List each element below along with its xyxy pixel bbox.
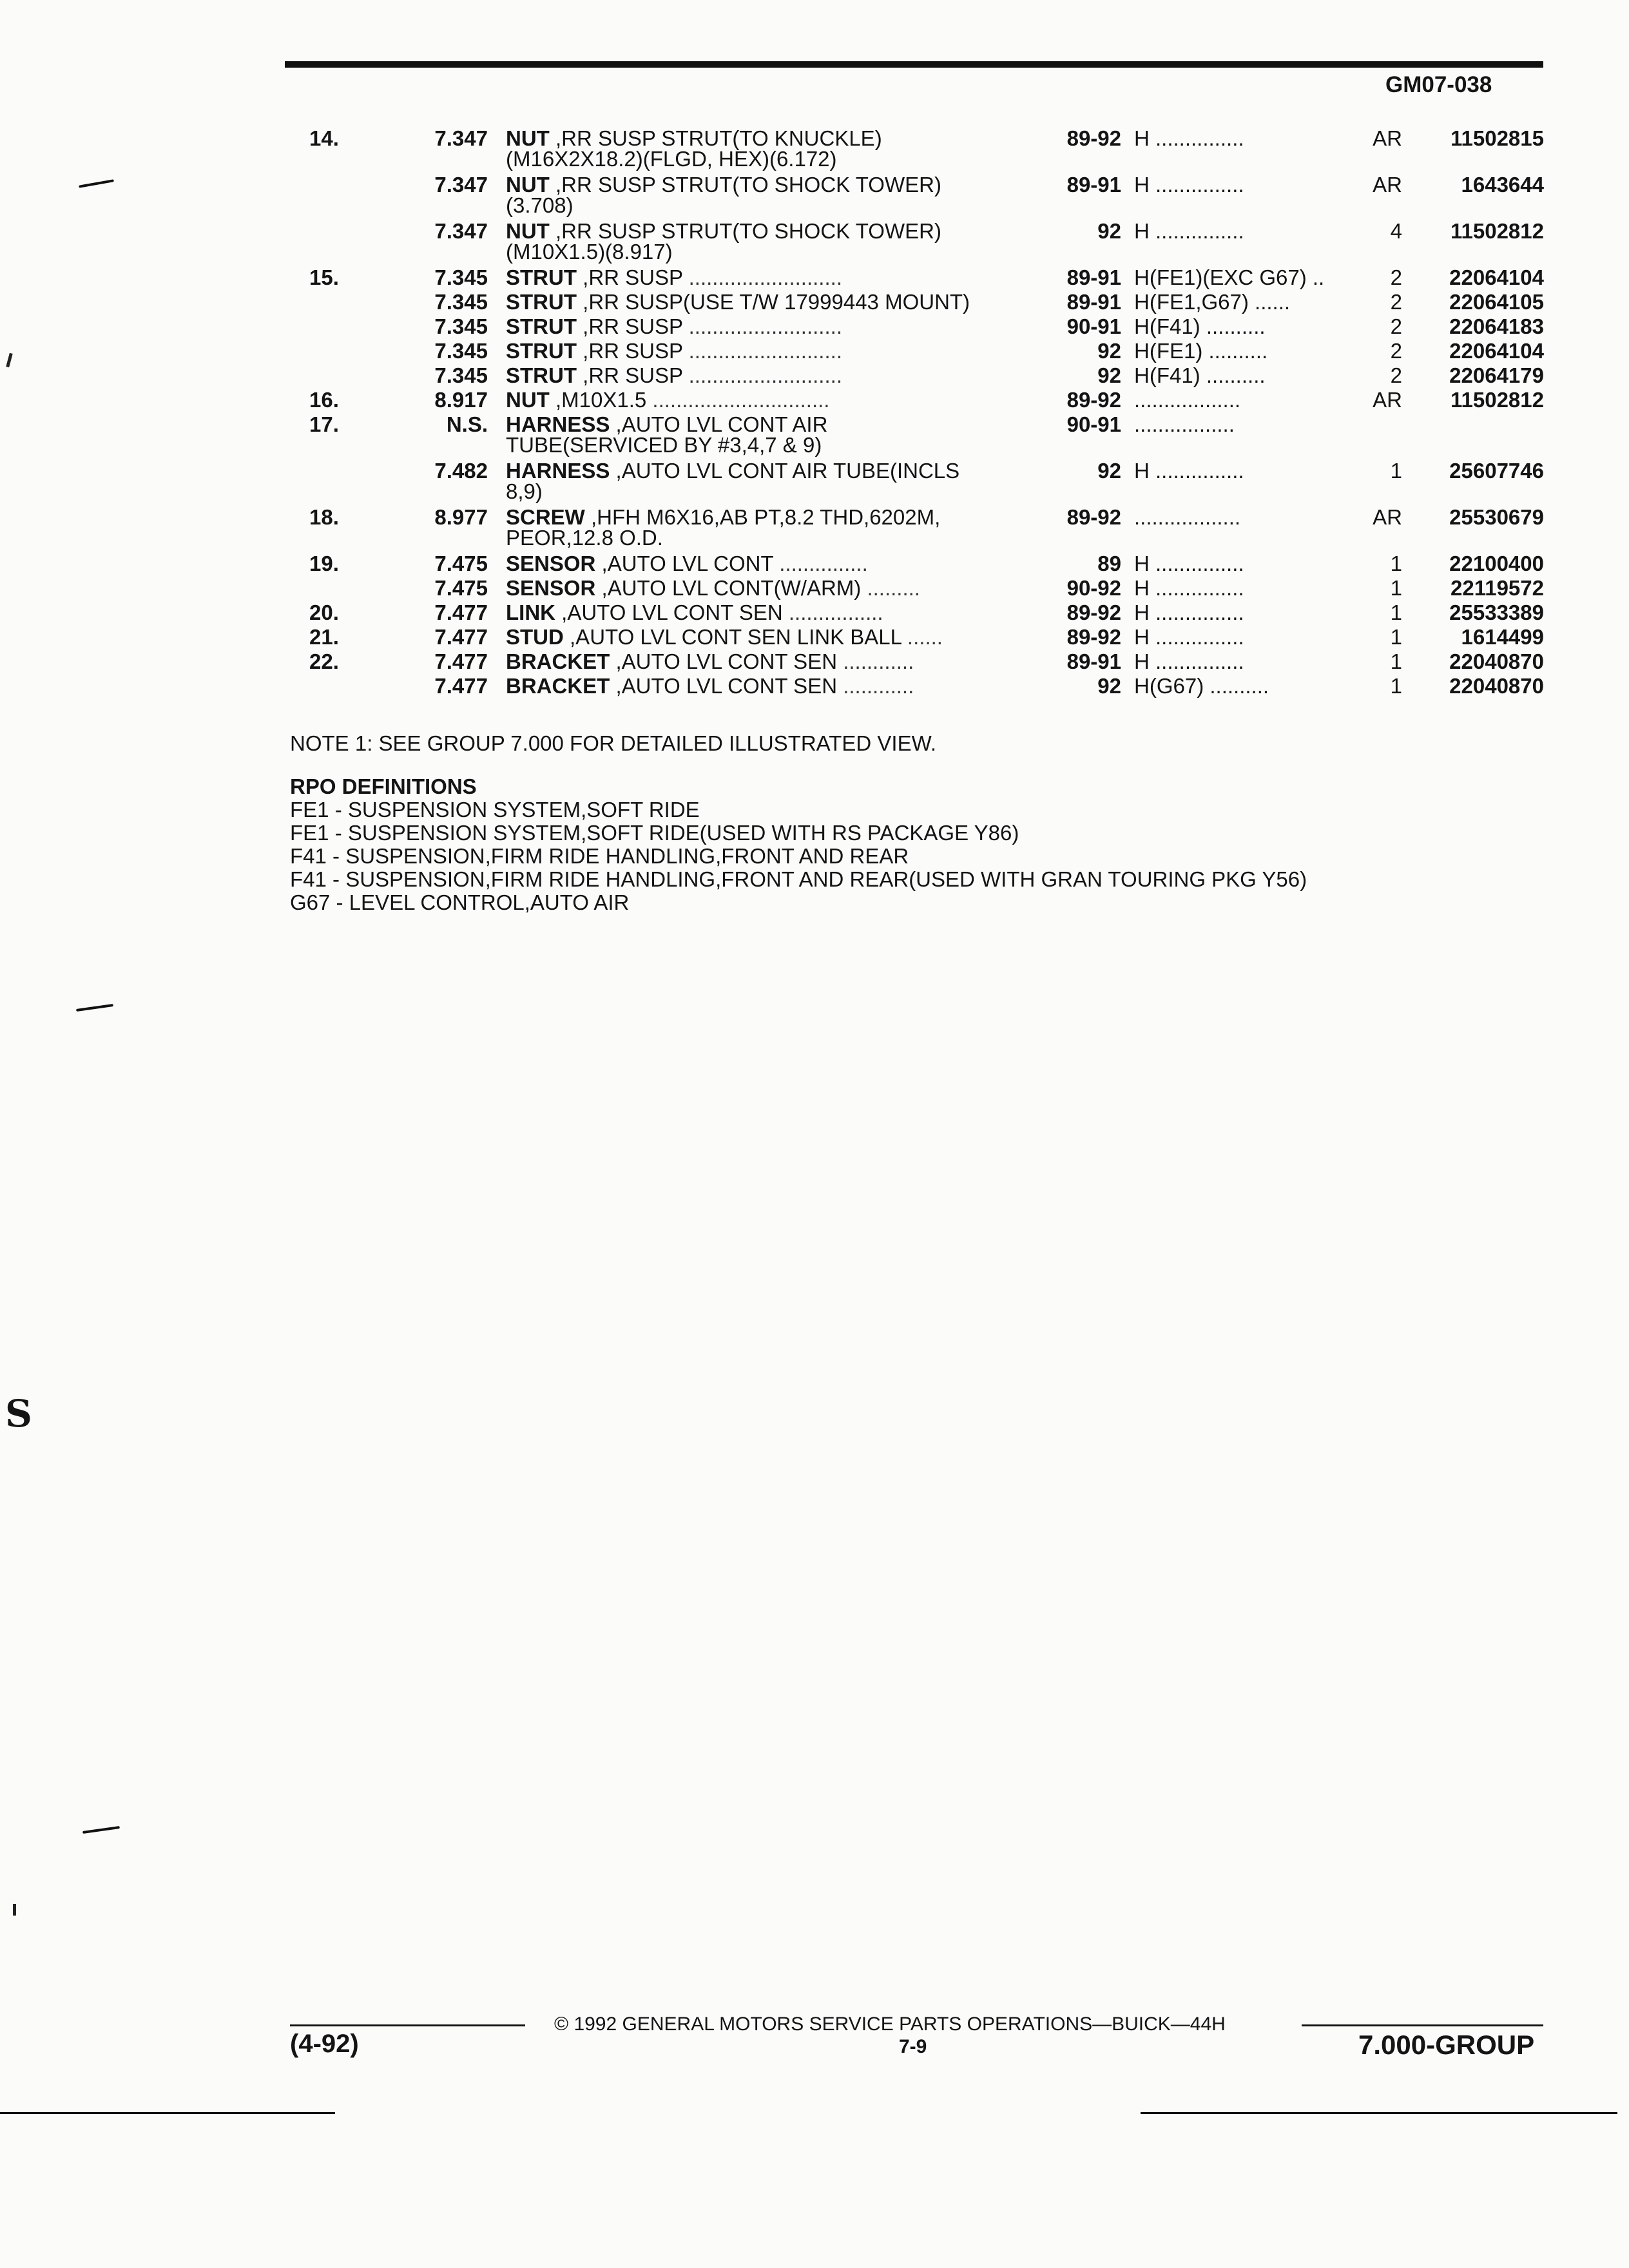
part-detail: ,AUTO LVL CONT SEN — [610, 649, 838, 673]
part-description — [506, 314, 1044, 340]
part-detail: ,M10X1.5 — [549, 388, 647, 412]
part-description — [506, 649, 1044, 675]
footer-rule-right — [1302, 2024, 1543, 2026]
part-description — [506, 265, 1044, 291]
margin-letter: S — [5, 1392, 32, 1436]
part-detail: ,AUTO LVL CONT — [595, 552, 774, 575]
quantity: 2 — [1390, 290, 1402, 314]
usage-code: H(FE1) .......... — [1134, 339, 1268, 363]
rpo-line: F41 - SUSPENSION,FIRM RIDE HANDLING,FRONT AND REAR(USED WITH GRAN TOURING PKG Y56) — [290, 867, 1307, 891]
quantity: 1 — [1390, 576, 1402, 600]
part-detail: ,RR SUSP STRUT(TO SHOCK TOWER) — [549, 173, 941, 197]
table-row — [0, 649, 1629, 675]
group-number: 7.347 — [434, 173, 488, 197]
table-row — [0, 673, 1629, 699]
usage-code: H ............... — [1134, 601, 1244, 624]
quantity: 1 — [1390, 601, 1402, 624]
group-number: N.S. — [446, 412, 488, 436]
quantity: AR — [1373, 126, 1402, 150]
table-row — [0, 624, 1629, 650]
table-row — [0, 363, 1629, 389]
model-years: 89-92 — [1066, 388, 1121, 412]
description-continuation — [0, 434, 1629, 457]
part-detail: ,AUTO LVL CONT SEN — [610, 674, 838, 698]
part-name: BRACKET — [506, 674, 610, 698]
part-name: STRUT — [506, 339, 577, 363]
part-number: 22100400 — [1449, 552, 1544, 575]
usage-code: H ............... — [1134, 625, 1244, 649]
part-detail: ,AUTO LVL CONT AIR — [610, 412, 828, 436]
leader-dots: .......................... — [682, 363, 842, 387]
item-number: 22. — [309, 649, 339, 673]
note-text: NOTE 1: SEE GROUP 7.000 FOR DETAILED ILLUSTRATED VIEW. — [290, 731, 937, 755]
description-continuation — [0, 148, 1629, 171]
part-detail: ,HFH M6X16,AB PT,8.2 THD,6202M, — [584, 505, 941, 529]
part-name: STRUT — [506, 363, 577, 387]
part-name: STUD — [506, 625, 564, 649]
group-number: 7.345 — [434, 363, 488, 387]
quantity: AR — [1373, 388, 1402, 412]
item-number: 20. — [309, 601, 339, 624]
part-name: SENSOR — [506, 552, 596, 575]
part-name: STRUT — [506, 290, 577, 314]
part-name: SCREW — [506, 505, 585, 529]
part-number: 11502815 — [1450, 126, 1544, 150]
group-number: 7.345 — [434, 314, 488, 338]
part-name: NUT — [506, 219, 550, 243]
margin-mark — [82, 1826, 120, 1834]
leader-dots: ............... — [773, 552, 868, 575]
continuation-text: (M10X1.5)(8.917) — [506, 240, 673, 264]
part-detail: ,RR SUSP — [577, 314, 683, 338]
item-number: 19. — [309, 552, 339, 575]
leader-dots: .......................... — [682, 314, 842, 338]
part-number: 22064183 — [1449, 314, 1544, 338]
group-number: 7.345 — [434, 265, 488, 289]
group-number: 7.477 — [434, 625, 488, 649]
group-number: 7.477 — [434, 674, 488, 698]
part-number: 22119572 — [1450, 576, 1544, 600]
quantity: 4 — [1390, 219, 1402, 243]
model-years: 92 — [1097, 674, 1121, 698]
model-years: 89-91 — [1066, 290, 1121, 314]
scan-edge-line — [0, 2112, 335, 2114]
group-number: 7.477 — [434, 649, 488, 673]
part-name: STRUT — [506, 265, 577, 289]
item-number: 21. — [309, 625, 339, 649]
part-name: STRUT — [506, 314, 577, 338]
model-years: 92 — [1097, 459, 1121, 483]
part-description — [506, 673, 1044, 699]
quantity: 1 — [1390, 649, 1402, 673]
rpo-line: FE1 - SUSPENSION SYSTEM,SOFT RIDE — [290, 798, 700, 822]
model-years: 92 — [1097, 219, 1121, 243]
part-name: NUT — [506, 388, 550, 412]
part-description — [506, 551, 1044, 577]
usage-code: H ............... — [1134, 173, 1244, 197]
group-number: 7.347 — [434, 219, 488, 243]
part-description — [506, 624, 1044, 650]
table-row — [0, 314, 1629, 340]
table-row — [0, 387, 1629, 413]
rpo-line: G67 - LEVEL CONTROL,AUTO AIR — [290, 890, 630, 914]
group-number: 7.345 — [434, 339, 488, 363]
usage-code: H(FE1,G67) ...... — [1134, 290, 1291, 314]
leader-dots: .......................... — [682, 339, 842, 363]
leader-dots: .............................. — [646, 388, 830, 412]
part-number: 22040870 — [1449, 674, 1544, 698]
rpo-title: RPO DEFINITIONS — [290, 774, 477, 798]
part-description — [506, 338, 1044, 364]
continuation-text: (M16X2X18.2)(FLGD, HEX)(6.172) — [506, 147, 837, 171]
scan-edge-line — [1141, 2112, 1617, 2114]
part-number: 25530679 — [1449, 505, 1544, 529]
margin-mark — [13, 1904, 16, 1916]
usage-code: H ............... — [1134, 649, 1244, 673]
usage-code: H ............... — [1134, 576, 1244, 600]
quantity: 2 — [1390, 314, 1402, 338]
part-name: HARNESS — [506, 459, 610, 483]
item-number: 16. — [309, 388, 339, 412]
part-description — [506, 387, 1044, 413]
leader-dots: ............ — [837, 649, 914, 673]
part-name: NUT — [506, 173, 550, 197]
quantity: 1 — [1390, 625, 1402, 649]
part-detail: ,AUTO LVL CONT SEN — [555, 601, 783, 624]
group-number: 7.475 — [434, 552, 488, 575]
model-years: 89-92 — [1066, 126, 1121, 150]
part-detail: ,RR SUSP — [577, 265, 683, 289]
continuation-text: PEOR,12.8 O.D. — [506, 526, 663, 550]
part-number: 22064179 — [1449, 363, 1544, 387]
model-years: 89-91 — [1066, 265, 1121, 289]
quantity: 2 — [1390, 265, 1402, 289]
group-number: 8.977 — [434, 505, 488, 529]
footer-rule-left — [290, 2024, 525, 2026]
table-row — [0, 265, 1629, 291]
model-years: 92 — [1097, 339, 1121, 363]
copyright-text: © 1992 GENERAL MOTORS SERVICE PARTS OPERATIONS—BUICK—44H — [554, 2013, 1226, 2035]
part-detail: ,RR SUSP STRUT(TO SHOCK TOWER) — [549, 219, 941, 243]
usage-code: H(F41) .......... — [1134, 314, 1266, 338]
usage-code: H ............... — [1134, 126, 1244, 150]
model-years: 89-91 — [1066, 649, 1121, 673]
quantity: 1 — [1390, 674, 1402, 698]
part-number: 11502812 — [1450, 219, 1544, 243]
part-name: HARNESS — [506, 412, 610, 436]
continuation-text: 8,9) — [506, 479, 543, 503]
part-detail: ,RR SUSP STRUT(TO KNUCKLE) — [549, 126, 882, 150]
page-number: 7-9 — [899, 2036, 927, 2057]
part-number: 25533389 — [1449, 601, 1544, 624]
part-number: 25607746 — [1449, 459, 1544, 483]
model-years: 90-92 — [1066, 576, 1121, 600]
date-code: (4-92) — [290, 2030, 359, 2058]
quantity: 1 — [1390, 459, 1402, 483]
model-years: 89 — [1097, 552, 1121, 575]
part-number: 22040870 — [1449, 649, 1544, 673]
rpo-line: F41 - SUSPENSION,FIRM RIDE HANDLING,FRONT AND REAR — [290, 844, 909, 868]
part-description — [506, 363, 1044, 389]
usage-code: H(G67) .......... — [1134, 674, 1269, 698]
item-number: 17. — [309, 412, 339, 436]
group-number: 8.917 — [434, 388, 488, 412]
usage-code: .................. — [1134, 505, 1241, 529]
margin-mark — [76, 1004, 113, 1012]
part-number: 1614499 — [1461, 625, 1544, 649]
group-number: 7.477 — [434, 601, 488, 624]
model-years: 90-91 — [1066, 412, 1121, 436]
part-number: 11502812 — [1450, 388, 1544, 412]
model-years: 89-91 — [1066, 173, 1121, 197]
part-name: BRACKET — [506, 649, 610, 673]
leader-dots: ...... — [901, 625, 943, 649]
description-continuation — [0, 480, 1629, 503]
group-number: 7.347 — [434, 126, 488, 150]
usage-code: H ............... — [1134, 552, 1244, 575]
part-number: 22064104 — [1449, 339, 1544, 363]
table-row — [0, 551, 1629, 577]
model-years: 89-92 — [1066, 625, 1121, 649]
leader-dots: ......... — [861, 576, 920, 600]
part-description — [506, 289, 1044, 315]
description-continuation — [0, 526, 1629, 550]
usage-code: ................. — [1134, 412, 1235, 436]
part-description — [506, 600, 1044, 626]
usage-code: H(F41) .......... — [1134, 363, 1266, 387]
item-number: 14. — [309, 126, 339, 150]
part-detail: ,RR SUSP — [577, 339, 683, 363]
quantity: AR — [1373, 505, 1402, 529]
group-code: 7.000-GROUP — [1358, 2030, 1535, 2060]
usage-code: .................. — [1134, 388, 1241, 412]
item-number: 18. — [309, 505, 339, 529]
usage-code: H ............... — [1134, 219, 1244, 243]
usage-code: H ............... — [1134, 459, 1244, 483]
quantity: 2 — [1390, 339, 1402, 363]
leader-dots: ................ — [782, 601, 883, 624]
part-detail: ,AUTO LVL CONT(W/ARM) — [595, 576, 862, 600]
leader-dots: .......................... — [682, 265, 842, 289]
part-number: 1643644 — [1461, 173, 1544, 197]
model-years: 89-92 — [1066, 601, 1121, 624]
model-years: 89-92 — [1066, 505, 1121, 529]
part-detail: ,RR SUSP(USE T/W 17999443 MOUNT) — [577, 290, 970, 314]
table-row — [0, 575, 1629, 601]
part-detail: ,RR SUSP — [577, 363, 683, 387]
document-id: GM07-038 — [1385, 72, 1492, 97]
description-continuation — [0, 240, 1629, 264]
part-description — [506, 575, 1044, 601]
continuation-text: TUBE(SERVICED BY #3,4,7 & 9) — [506, 433, 822, 457]
description-continuation — [0, 194, 1629, 217]
part-detail: ,AUTO LVL CONT AIR TUBE(INCLS — [610, 459, 960, 483]
group-number: 7.475 — [434, 576, 488, 600]
quantity: AR — [1373, 173, 1402, 197]
parts-table — [0, 0, 1629, 722]
part-number: 22064105 — [1449, 290, 1544, 314]
rpo-line: FE1 - SUSPENSION SYSTEM,SOFT RIDE(USED WITH RS PACKAGE Y86) — [290, 821, 1019, 845]
part-detail: ,AUTO LVL CONT SEN LINK BALL — [563, 625, 901, 649]
item-number: 15. — [309, 265, 339, 289]
part-number: 22064104 — [1449, 265, 1544, 289]
group-number: 7.482 — [434, 459, 488, 483]
table-row — [0, 289, 1629, 315]
table-row — [0, 338, 1629, 364]
quantity: 1 — [1390, 552, 1402, 575]
leader-dots: ............ — [837, 674, 914, 698]
table-row — [0, 600, 1629, 626]
group-number: 7.345 — [434, 290, 488, 314]
part-name: NUT — [506, 126, 550, 150]
usage-code: H(FE1)(EXC G67) .. — [1134, 265, 1325, 289]
quantity: 2 — [1390, 363, 1402, 387]
model-years: 90-91 — [1066, 314, 1121, 338]
part-name: SENSOR — [506, 576, 596, 600]
part-name: LINK — [506, 601, 555, 624]
model-years: 92 — [1097, 363, 1121, 387]
continuation-text: (3.708) — [506, 193, 574, 217]
